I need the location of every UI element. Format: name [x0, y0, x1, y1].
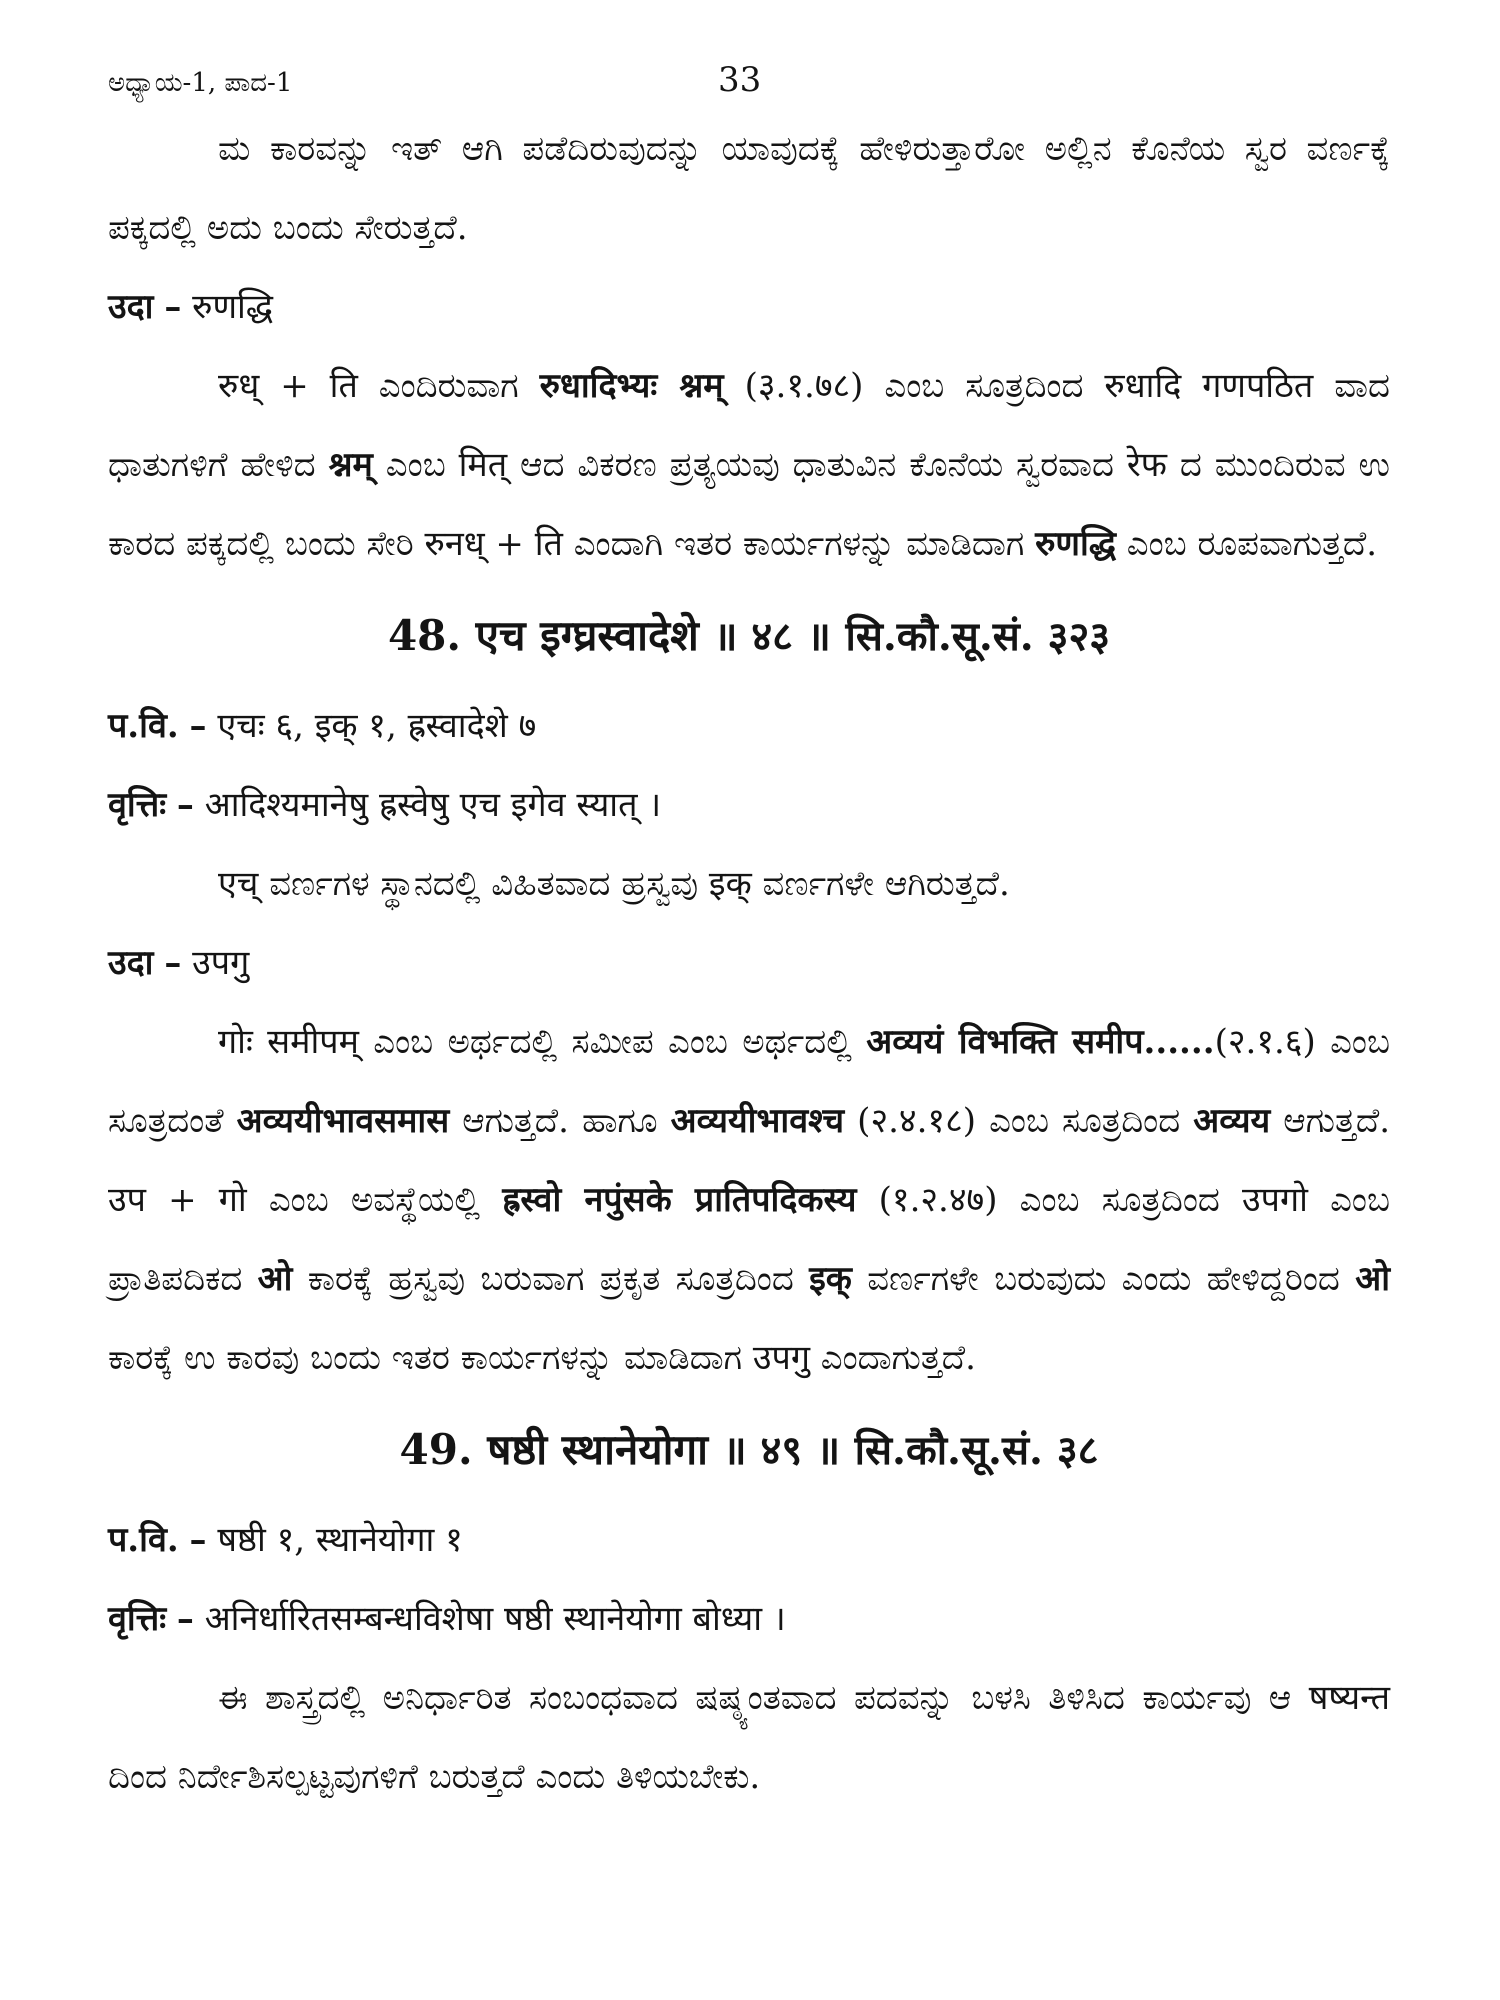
term-bold: अव्यय [1193, 1101, 1271, 1141]
text-run: ಎಂಬ मित् ಆದ ವಿಕರಣ ಪ್ರತ್ಯಯವು ಧಾತುವಿನ ಕೊನೆಯ ಸ್ವರವಾದ रेफ ದ ಮುಂದಿರುವ ಉ ಕಾರದ ಪಕ್ಕದಲ್ಲಿ ಬಂದು ಸೇರಿ रुनध् + ति ಎಂದಾಗಿ ಇತರ ಕಾರ್ಯಗಳನ್ನು ಮಾಡಿದಾಗ [108, 445, 1390, 564]
sutra-citation: अव्ययं विभक्ति समीप...... [866, 1022, 1215, 1062]
vritti-value: अनिर्धारितसम्बन्धविशेषा षष्ठी स्थानेयोगा बोध्या । [204, 1599, 786, 1639]
term-bold: ओ [1355, 1259, 1390, 1299]
example-label: उदा [108, 287, 154, 327]
example-line [108, 268, 1390, 347]
text-run: रुध् + ति ಎಂದಿರುವಾಗ [218, 366, 540, 406]
sutra-citation: रुधादिभ्यः श्नम् [539, 366, 724, 406]
padaviccheda-label: प.वि. [108, 706, 179, 746]
text-run: ಎಂಬ ರೂಪವಾಗುತ್ತದೆ. [1115, 524, 1378, 564]
text-run: (२.१.६) ಎಂಬ ಸೂತ್ರದಂತೆ [108, 1022, 1391, 1141]
example-dash: – [164, 943, 182, 983]
explanation-paragraph [108, 347, 1390, 584]
example-explanation-paragraph [108, 1003, 1390, 1398]
sutra-49-heading [108, 1404, 1390, 1497]
text-run: (२.४.१८) ಎಂಬ ಸೂತ್ರದಿಂದ [844, 1101, 1194, 1141]
sutra-citation: ह्रस्वो नपुंसके प्रातिपदिकस्य [502, 1180, 857, 1220]
sutra-number: ॥ ४९ ॥ [722, 1427, 841, 1474]
sutra-49-explanation: ಈ ಶಾಸ್ತ್ರದಲ್ಲಿ ಅನಿರ್ಧಾರಿತ ಸಂಬಂಧವಾದ ಷಷ್ಠ್ಯಂತವಾದ ಪದವನ್ನು ಬಳಸಿ ತಿಳಿಸಿದ ಕಾರ್ಯವು ಆ षष्यन्त ದಿಂದ ನಿರ್ದೇಶಿಸಲ್ಪಟ್ಟವುಗಳಿಗೆ ಬರುತ್ತದೆ ಎಂದು ತಿಳಿಯಬೇಕು. [108, 1678, 1390, 1797]
text-run: (३.१.७८) ಎಂಬ ಸೂತ್ರದಿಂದ रुधादि गणपठित ವಾದ ಧಾತುಗಳಿಗೆ ಹೇಳಿದ [108, 366, 1390, 485]
sutra-title: 49. षष्ठी स्थानेयोगा [399, 1425, 709, 1474]
page-header [108, 0, 1390, 110]
text-run: ಕಾರಕ್ಕೆ ಉ ಕಾರವು ಬಂದು ಇತರ ಕಾರ್ಯಗಳನ್ನು ಮಾಡಿದಾಗ उपगु ಎಂದಾಗುತ್ತದೆ. [108, 1338, 976, 1378]
term-bold: श्नम् [328, 445, 373, 485]
padaviccheda-dash: – [189, 1520, 207, 1560]
padaviccheda-dash: – [189, 706, 207, 746]
sutra-number: ॥ ४८ ॥ [713, 613, 831, 660]
example-label: उदा [108, 943, 154, 983]
text-run: ಆಗುತ್ತದೆ. ಹಾಗೂ [449, 1101, 671, 1141]
vritti-label: वृत्तिः [108, 785, 167, 825]
text-run: ಆಗುತ್ತದೆ. उप + गो ಎಂಬ ಅವಸ್ಥೆಯಲ್ಲಿ [108, 1101, 1390, 1220]
text-run: (१.२.४७) ಎಂಬ ಸೂತ್ರದಿಂದ उपगो ಎಂಬ ಪ್ರಾತಿಪದಿಕದ [108, 1180, 1390, 1299]
vritti-dash: – [176, 785, 194, 825]
page-number: 33 [718, 60, 762, 100]
term-bold: रुणद्धि [1035, 524, 1116, 564]
running-head: ಅಧ್ಯಾಯ-1, ಪಾದ-1 [108, 68, 293, 98]
sutra-title: 48. एच इग्घ्रस्वादेशे [387, 611, 699, 660]
sutra-citation: अव्ययीभावश्च [670, 1101, 845, 1141]
sutra-48-heading [108, 590, 1390, 683]
text-run: गोः समीपम् ಎಂಬ ಅರ್ಥದಲ್ಲಿ ಸಮೀಪ ಎಂಬ ಅರ್ಥದಲ್ಲಿ [218, 1022, 867, 1062]
example-value: उपगु [192, 943, 250, 983]
sutra-48-explanation: एच् ವರ್ಣಗಳ ಸ್ಥಾನದಲ್ಲಿ ವಿಹಿತವಾದ ಹ್ರಸ್ವವು इक् ವರ್ಣಗಳೇ ಆಗಿರುತ್ತದೆ. [218, 864, 1010, 904]
vritti-value: आदिश्यमानेषु ह्रस्वेषु एच इगेव स्यात् । [204, 785, 662, 825]
text-run: ವರ್ಣಗಳೇ ಬರುವುದು ಎಂದು ಹೇಳಿದ್ದರಿಂದ [851, 1259, 1356, 1299]
padaviccheda-value: षष्ठी १, स्थानेयोगा १ [217, 1520, 463, 1560]
sutra-reference: सि.कौ.सू.सं. ३८ [854, 1427, 1099, 1474]
padaviccheda-label: प.वि. [108, 1520, 179, 1560]
padaviccheda-line [108, 1501, 1390, 1580]
vritti-dash: – [176, 1599, 194, 1639]
vritti-label: वृत्तिः [108, 1599, 167, 1639]
padaviccheda-line [108, 687, 1390, 766]
intro-paragraph: ಮ ಕಾರವನ್ನು ಇತ್ ಆಗಿ ಪಡೆದಿರುವುದನ್ನು ಯಾವುದಕ್ಕೆ ಹೇಳಿರುತ್ತಾರೋ ಅಲ್ಲಿನ ಕೊನೆಯ ಸ್ವರ ವರ್ಣಕ್ಕೆ ಪಕ್ಕದಲ್ಲಿ ಅದು ಬಂದು ಸೇರುತ್ತದೆ. [108, 129, 1390, 248]
term-bold: अव्ययीभावसमास [236, 1101, 450, 1141]
padaviccheda-value: एचः ६, इक् १, ह्रस्वादेशे ७ [217, 706, 537, 746]
example-value: रुणद्धि [192, 287, 274, 327]
text-run: ಕಾರಕ್ಕೆ ಹ್ರಸ್ವವು ಬರುವಾಗ ಪ್ರಕೃತ ಸೂತ್ರದಿಂದ [292, 1259, 810, 1299]
term-bold: इक् [809, 1259, 852, 1299]
vritti-line [108, 1580, 1390, 1659]
sutra-reference: सि.कौ.सू.सं. ३२३ [845, 613, 1111, 660]
term-bold: ओ [257, 1259, 293, 1299]
example-dash: – [164, 287, 182, 327]
vritti-line [108, 766, 1390, 845]
example-line [108, 924, 1390, 1003]
